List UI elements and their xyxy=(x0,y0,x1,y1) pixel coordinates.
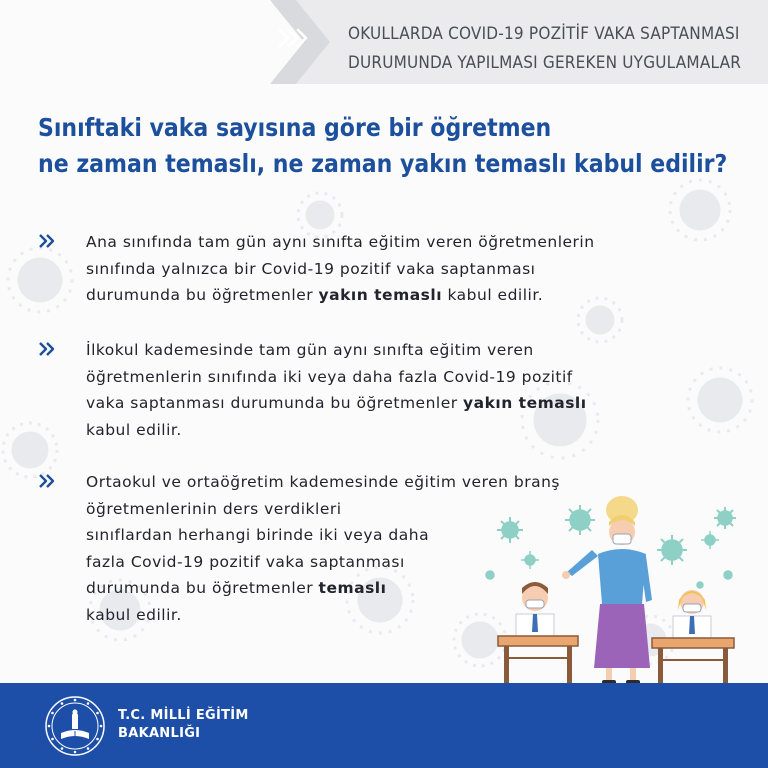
double-chevron-icon xyxy=(38,233,60,249)
banner-title-line: DURUMUNDA YAPILMASI GEREKEN UYGULAMALAR xyxy=(348,53,742,73)
banner-title-line: OKULLARDA COVID-19 POZİTİF VAKA SAPTANMASI xyxy=(348,24,740,44)
text-line: öğretmenlerinin ders verdikleri xyxy=(86,499,342,518)
text-line: fazla Covid-19 pozitif vaka saptanması xyxy=(86,552,405,571)
list-item-text xyxy=(86,337,587,443)
list-item-text xyxy=(86,229,595,309)
text-line: öğretmenlerin sınıfında iki veya daha fazla Covid-19 pozitif xyxy=(86,367,573,386)
emphasis-text: temaslı xyxy=(318,579,387,597)
text-line: vaka saptanması durumunda bu öğretmenler yakın temaslı xyxy=(86,394,587,412)
emphasis-text: yakın temaslı xyxy=(463,394,587,412)
footer-bar xyxy=(0,683,768,768)
text-line: İlkokul kademesinde tam gün aynı sınıfta eğitim veren xyxy=(86,341,534,359)
desk-right xyxy=(652,638,734,686)
text-line: durumunda bu öğretmenler temaslı xyxy=(86,579,387,597)
text-line: Ana sınıfında tam gün aynı sınıfta eğitim veren öğretmenlerin xyxy=(86,233,595,251)
desk-left xyxy=(498,636,578,686)
student-figure-left xyxy=(516,582,554,638)
ministry-name-line: BAKANLIĞI xyxy=(118,726,201,741)
text-line: Ortaokul ve ortaöğretim kademesinde eğitim veren branş xyxy=(86,473,561,491)
student-figure-right xyxy=(673,590,711,640)
text-line: durumunda bu öğretmenler yakın temaslı kabul edilir. xyxy=(86,286,544,304)
double-chevron-icon xyxy=(38,473,60,489)
classroom-illustration xyxy=(470,490,768,690)
text-line: sınıfında yalnızca bir Covid-19 pozitif vaka saptanması xyxy=(86,259,536,278)
text-line: sınıflardan herhangi birinde iki veya daha xyxy=(86,526,430,544)
double-chevron-icon xyxy=(38,341,60,357)
ministry-name-line: T.C. MİLLİ EĞİTİM xyxy=(118,708,249,723)
page-heading xyxy=(38,110,738,182)
banner-title xyxy=(348,20,742,78)
emphasis-text: yakın temaslı xyxy=(318,286,443,304)
ministry-logo-icon xyxy=(44,695,106,757)
text-line: kabul edilir. xyxy=(86,420,182,439)
text-line: kabul edilir. xyxy=(86,605,182,624)
heading-line: ne zaman temaslı, ne zaman yakın temaslı kabul edilir? xyxy=(38,149,728,178)
ministry-name xyxy=(118,707,249,743)
heading-line: Sınıftaki vaka sayısına göre bir öğretmen xyxy=(38,113,552,142)
